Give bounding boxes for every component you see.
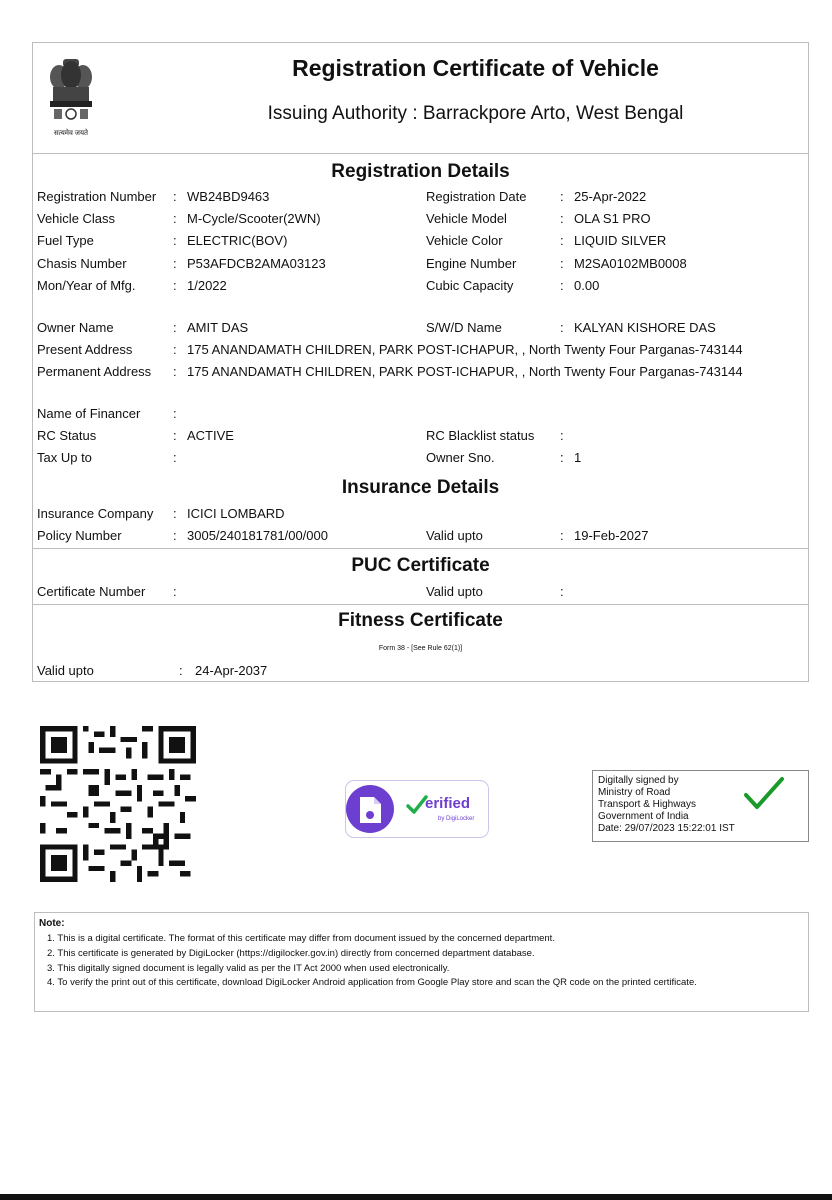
note-box [34,912,809,1012]
label-rc-status: RC Status [37,428,97,443]
label-fuel-type: Fuel Type [37,233,94,248]
value-policy-number: 3005/240181781/00/000 [187,528,328,543]
signature-valid-check-icon [743,775,785,813]
label-financer: Name of Financer [37,406,141,421]
label-puc-valid-upto: Valid upto [426,584,483,599]
certificate-frame [32,42,809,682]
label-owner-name: Owner Name [37,320,114,335]
section-fitness-title: Fitness Certificate [338,610,503,631]
label-owner-sno: Owner Sno. [426,450,495,465]
value-fuel-type: ELECTRIC(BOV) [187,233,288,248]
verified-text: erified [425,795,471,812]
colon: : [560,233,564,248]
header-divider [33,153,808,154]
digilocker-verified-badge [345,780,489,838]
value-owner-name: AMIT DAS [187,320,249,335]
value-permanent-address: 175 ANANDAMATH CHILDREN, PARK POST-ICHAPUR, , North Twenty Four Parganas-743144 [187,364,743,379]
value-insurance-valid-upto: 19-Feb-2027 [574,528,649,543]
section-puc-title: PUC Certificate [351,555,490,576]
colon: : [173,256,177,271]
label-present-address: Present Address [37,342,133,357]
value-owner-sno: 1 [574,450,582,465]
colon: : [560,211,564,226]
colon: : [173,320,177,335]
value-cubic-capacity: 0.00 [574,278,600,293]
signature-line: Digitally signed by [598,775,679,786]
signature-line: Government of India [598,811,689,822]
note-item: 1. This is a digital certificate. The format of this certificate may differ from document issued by the concerned department. [47,933,555,944]
colon: : [173,528,177,543]
value-swd-name: KALYAN KISHORE DAS [574,320,716,335]
label-tax-up-to: Tax Up to [37,450,92,465]
colon: : [173,342,177,357]
value-registration-number: WB24BD9463 [187,189,270,204]
label-chasis-number: Chasis Number [37,256,127,271]
section-insurance-title: Insurance Details [341,477,500,498]
colon: : [560,256,564,271]
colon: : [173,406,177,421]
colon: : [173,211,177,226]
section-registration-title: Registration Details [331,161,510,182]
verified-document-icon [346,781,402,837]
label-puc-certificate-number: Certificate Number [37,584,146,599]
colon: : [173,233,177,248]
label-swd-name: S/W/D Name [426,320,502,335]
form-reference: Form 38 - [See Rule 62(1)] [378,645,463,652]
label-vehicle-color: Vehicle Color [426,233,503,248]
note-item: 4. To verify the print out of this certificate, download DigiLocker Android application from Google Play store and scan the QR code on the printed certificate. [47,977,697,988]
colon: : [173,428,177,443]
note-title: Note: [39,918,65,929]
qr-code [40,726,196,882]
verified-by-text: by DigiLocker [438,816,475,822]
colon: : [173,584,177,599]
label-rc-blacklist: RC Blacklist status [426,428,535,443]
signature-line: Transport & Highways [598,799,696,810]
value-registration-date: 25-Apr-2022 [574,189,647,204]
note-item: 2. This certificate is generated by DigiLocker (https://digilocker.gov.in) directly from concerned department database. [47,948,535,959]
value-insurance-company: ICICI LOMBARD [187,506,285,521]
digital-signature-box [592,770,809,842]
value-engine-number: M2SA0102MB0008 [574,256,687,271]
colon: : [179,663,183,678]
label-vehicle-class: Vehicle Class [37,211,116,226]
label-registration-number: Registration Number [37,189,157,204]
bottom-edge-bar [0,1194,832,1200]
label-cubic-capacity: Cubic Capacity [426,278,514,293]
colon: : [560,428,564,443]
colon: : [560,584,564,599]
label-engine-number: Engine Number [426,256,517,271]
section-divider [33,548,808,549]
label-fitness-valid-upto: Valid upto [37,663,94,678]
signature-date: Date: 29/07/2023 15:22:01 IST [598,823,735,834]
section-divider [33,604,808,605]
colon: : [173,364,177,379]
label-insurance-valid-upto: Valid upto [426,528,483,543]
document-title: Registration Certificate of Vehicle [292,55,659,81]
colon: : [560,450,564,465]
label-vehicle-model: Vehicle Model [426,211,507,226]
issuing-authority: Issuing Authority : Barrackpore Arto, West Bengal [267,103,684,124]
value-present-address: 175 ANANDAMATH CHILDREN, PARK POST-ICHAPUR, , North Twenty Four Parganas-743144 [187,342,743,357]
value-vehicle-model: OLA S1 PRO [574,211,651,226]
value-vehicle-color: LIQUID SILVER [574,233,667,248]
value-mfg-date: 1/2022 [187,278,227,293]
colon: : [560,320,564,335]
colon: : [560,189,564,204]
label-registration-date: Registration Date [426,189,527,204]
signature-line: Ministry of Road [598,787,671,798]
label-insurance-company: Insurance Company [37,506,154,521]
colon: : [560,278,564,293]
colon: : [173,278,177,293]
value-vehicle-class: M-Cycle/Scooter(2WN) [187,211,321,226]
colon: : [173,189,177,204]
label-policy-number: Policy Number [37,528,122,543]
emblem-caption: सत्यमेव जयते [53,130,89,137]
label-mfg-date: Mon/Year of Mfg. [37,278,136,293]
value-rc-status: ACTIVE [187,428,234,443]
value-fitness-valid-upto: 24-Apr-2037 [195,663,268,678]
colon: : [173,506,177,521]
colon: : [173,450,177,465]
value-chasis-number: P53AFDCB2AMA03123 [187,256,326,271]
note-item: 3. This digitally signed document is legally valid as per the IT Act 2000 when used electronically. [47,963,450,974]
colon: : [560,528,564,543]
label-permanent-address: Permanent Address [37,364,152,379]
